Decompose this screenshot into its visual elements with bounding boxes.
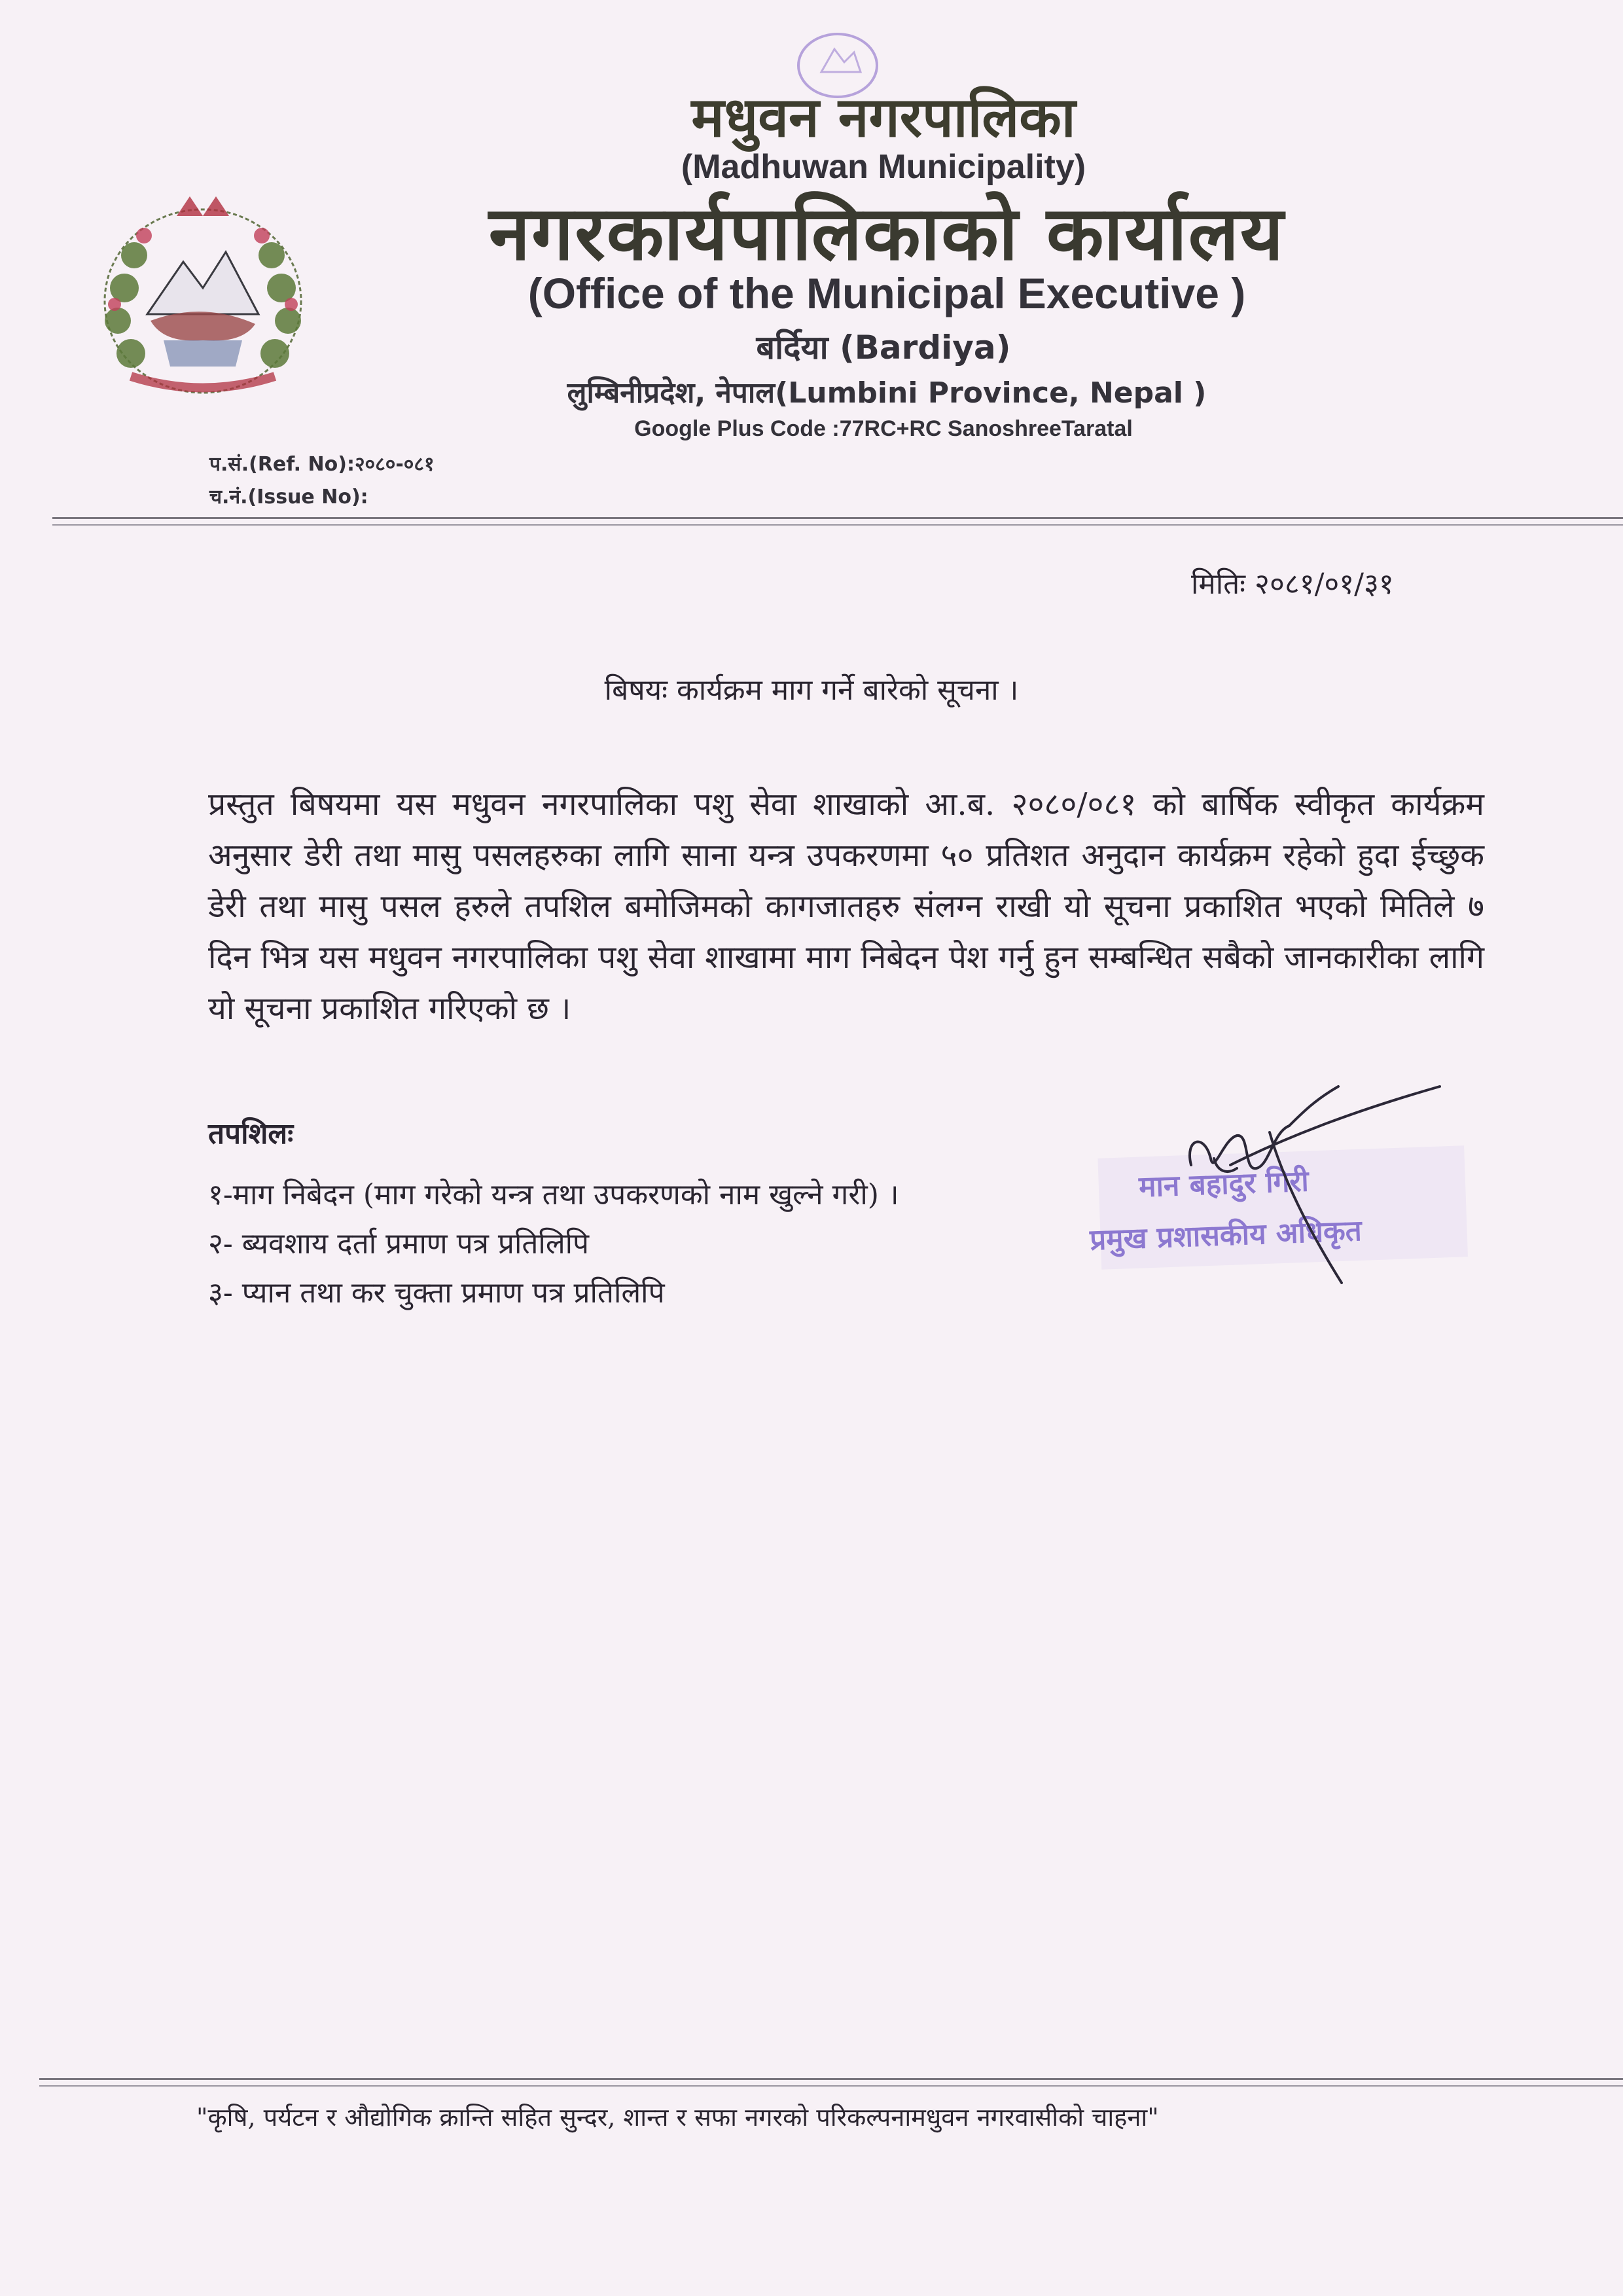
reference-number: प.सं.(Ref. No):२०८०-०८१	[209, 453, 435, 476]
office-name-np: नगरकार्यपालिकाको कार्यालय	[488, 189, 1285, 277]
details-label: तपशिलः	[208, 1117, 294, 1151]
notice-body: प्रस्तुत बिषयमा यस मधुवन नगरपालिका पशु सेवा शाखाको आ.ब. २०८०/०८१ को बार्षिक स्वीकृत कार्यक्रम अनुसार डेरी तथा मासु पसलहरुका लागि साना यन्त्र उपकरणमा ५० प्रतिशत अनुदान कार्यक्रम रहेको हुदा ईच्छुक डेरी तथा मासु पसल हरुले तपशिल बमोजिमको कागजातहरु संलग्न राखी यो सूचना प्रकाशित भएको मितिले ७ दिन भित्र यस मधुवन नगरपालिका पशु सेवा शाखामा माग निबेदन पेश गर्नु हुन सम्बन्धित सबैको जानकारीका लागि यो सूचना प्रकाशित गरिएको छ ।	[208, 786, 1484, 1027]
province-address: लुम्बिनीप्रदेश, नेपाल(Lumbini Province, Nepal )	[567, 376, 1207, 410]
municipality-name-np: मधुवन नगरपालिका	[691, 84, 1076, 149]
signatory-title-stamp: प्रमुख प्रशासकीय अधिकृत	[1089, 1213, 1363, 1257]
handwritten-signature-icon	[1152, 1060, 1466, 1309]
signatory-name-stamp: मान बहादुर गिरी	[1138, 1164, 1310, 1204]
details-item: २- ब्यवशाय दर्ता प्रमाण पत्र प्रतिलिपि	[208, 1227, 590, 1261]
details-item: ३- प्यान तथा कर चुक्ता प्रमाण पत्र प्रतिलिपि	[208, 1276, 665, 1310]
letter-subject: बिषयः कार्यक्रम माग गर्ने बारेको सूचना ।	[604, 673, 1019, 707]
district-name: बर्दिया (Bardiya)	[756, 329, 1011, 367]
footer-divider	[39, 2078, 1623, 2087]
reference-block	[209, 448, 435, 514]
letter-date: मितिः २०८१/०१/३१	[1191, 567, 1394, 601]
details-item: १-माग निबेदन (माग गरेको यन्त्र तथा उपकरणको नाम खुल्ने गरी) ।	[208, 1178, 899, 1211]
office-name-en: (Office of the Municipal Executive )	[527, 269, 1246, 317]
footer-slogan: "कृषि, पर्यटन र औद्योगिक क्रान्ति सहित सुन्दर, शान्त र सफा नगरको परिकल्पनामधुवन नगरवासीको चाहना"	[196, 2103, 1159, 2132]
issue-number: च.नं.(Issue No):	[209, 486, 368, 509]
google-plus-code: Google Plus Code :77RC+RC SanoshreeTaratal	[634, 416, 1133, 441]
nepal-emblem-icon	[85, 190, 321, 406]
municipality-name-en: (Madhuwan Municipality)	[681, 148, 1086, 186]
header-divider	[52, 517, 1623, 526]
details-list	[208, 1170, 1157, 1318]
